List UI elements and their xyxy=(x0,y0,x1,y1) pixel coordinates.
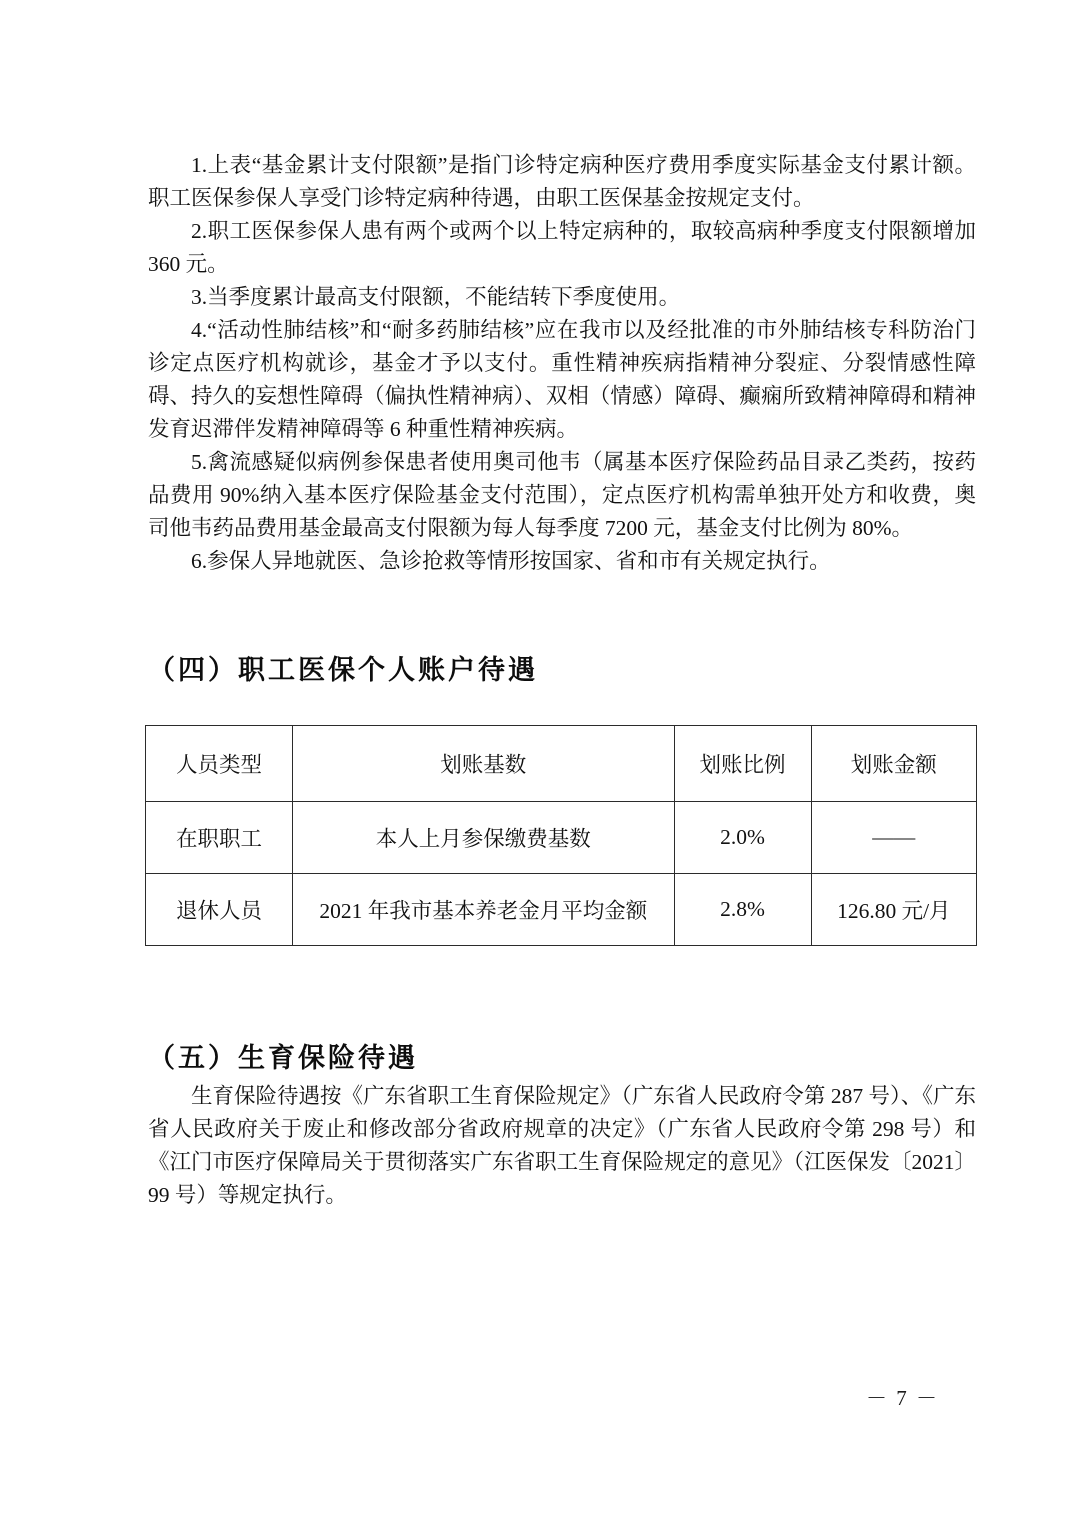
cell-credit-amount: 126.80 元/月 xyxy=(811,874,976,946)
personal-account-benefit-table xyxy=(145,725,977,946)
note-paragraph-5: 5.禽流感疑似病例参保患者使用奥司他韦（属基本医疗保险药品目录乙类药，按药品费用 90%纳入基本医疗保险基金支付范围），定点医疗机构需单独开处方和收费，奥司他韦药品费用基金最高支付限额为每人每季度 7200 元，基金支付比例为 80%。 xyxy=(148,450,976,540)
cell-credit-base: 2021 年我市基本养老金月平均金额 xyxy=(293,874,674,946)
cell-credit-ratio: 2.0% xyxy=(674,802,811,874)
header-person-type: 人员类型 xyxy=(146,726,293,802)
header-credit-base: 划账基数 xyxy=(293,726,674,802)
section-5-heading: （五）生育保险待遇 xyxy=(148,1043,418,1073)
notes-block xyxy=(148,149,976,578)
cell-credit-base: 本人上月参保缴费基数 xyxy=(293,802,674,874)
cell-credit-amount: —— xyxy=(811,802,976,874)
table-row-retiree xyxy=(146,874,977,946)
table-header-row xyxy=(146,726,977,802)
note-paragraph-2: 2.职工医保参保人患有两个或两个以上特定病种的，取较高病种季度支付限额增加 360 元。 xyxy=(148,219,976,276)
section-4-heading: （四）职工医保个人账户待遇 xyxy=(148,655,538,685)
note-paragraph-4: 4.“活动性肺结核”和“耐多药肺结核”应在我市以及经批准的市外肺结核专科防治门诊定点医疗机构就诊，基金才予以支付。重性精神疾病指精神分裂症、分裂情感性障碍、持久的妄想性障碍（偏执性精神病）、双相（情感）障碍、癫痫所致精神障碍和精神发育迟滞伴发精神障碍等 6 种重性精神疾病。 xyxy=(148,318,976,441)
page-number: － 7 － xyxy=(866,1386,939,1410)
header-credit-ratio: 划账比例 xyxy=(674,726,811,802)
maternity-benefit-block xyxy=(148,1080,976,1212)
note-paragraph-6: 6.参保人异地就医、急诊抢救等情形按国家、省和市有关规定执行。 xyxy=(191,549,831,573)
note-paragraph-1: 1.上表“基金累计支付限额”是指门诊特定病种医疗费用季度实际基金支付累计额。职工医保参保人享受门诊特定病种待遇，由职工医保基金按规定支付。 xyxy=(148,153,976,210)
cell-credit-ratio: 2.8% xyxy=(674,874,811,946)
cell-person-type: 退休人员 xyxy=(146,874,293,946)
header-credit-amount: 划账金额 xyxy=(811,726,976,802)
maternity-benefit-paragraph: 生育保险待遇按《广东省职工生育保险规定》（广东省人民政府令第 287 号）、《广东省人民政府关于废止和修改部分省政府规章的决定》（广东省人民政府令第 298 号）和《江门市医疗保障局关于贯彻落实广东省职工生育保险规定的意见》（江医保发〔2021〕99 号）等规定执行。 xyxy=(148,1084,976,1207)
note-paragraph-3: 3.当季度累计最高支付限额，不能结转下季度使用。 xyxy=(191,285,681,309)
cell-person-type: 在职职工 xyxy=(146,802,293,874)
table-row-active-employee xyxy=(146,802,977,874)
